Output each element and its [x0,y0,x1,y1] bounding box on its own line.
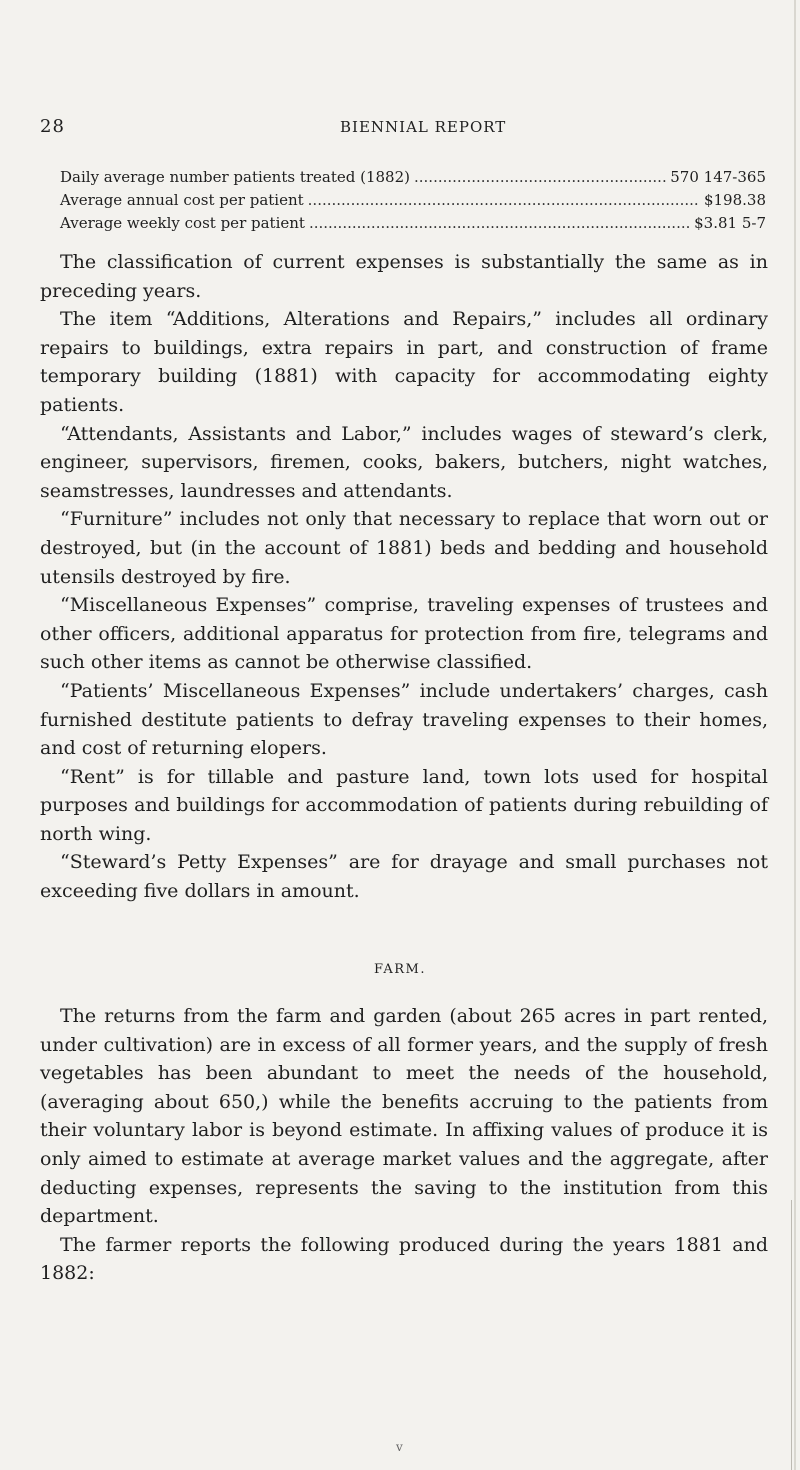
expense-classification-text [40,248,768,906]
running-head [0,116,800,140]
statistics-list [60,168,766,237]
footer-mark: v [396,1440,403,1454]
page-edge-shadow [794,0,796,1470]
dot-leader [308,191,700,209]
stat-label: Average weekly cost per patient [60,214,305,232]
paragraph: The item “Additions, Alterations and Repairs,” includes all ordinary repairs to buildings, extra repairs in part, and construction of frame temporary building (1881) with capacity for accommodating eighty patients. [40,308,768,416]
running-title: BIENNIAL REPORT [340,118,507,136]
stat-row [60,168,766,191]
dot-leader [414,168,666,186]
stat-label: Average annual cost per patient [60,191,304,209]
stat-value: 570 147-365 [670,168,766,186]
stat-row [60,214,766,237]
paragraph: The classification of current expenses is substantially the same as in preceding years. [40,251,768,302]
section-heading-farm: FARM. [373,962,426,977]
stat-row [60,191,766,214]
stat-value: $198.38 [703,191,766,209]
paragraph: “Attendants, Assistants and Labor,” includes wages of steward’s clerk, engineer, supervisors, firemen, cooks, bakers, butchers, night watches, seamstresses, laundresses and attendants. [40,422,768,502]
page-edge-line [791,1200,792,1470]
page-number: 28 [40,116,65,137]
paragraph: “Furniture” includes not only that necessary to replace that worn out or destroyed, but (in the account of 1881) beds and bedding and household utensils destroyed by fire. [40,508,768,588]
paragraph: The returns from the farm and garden (about 265 acres in part rented, under cultivation) are in excess of all former years, and the supply of fresh vegetables has been abundant to meet the needs of the household, (averaging about 650,) while the benefits accruing to the patients from their voluntary labor is beyond estimate. In affixing values of produce it is only aimed to estimate at average market values and the aggregate, after deducting expenses, represents the saving to the institution from this department. [40,1005,768,1228]
stat-value: $3.81 5-7 [694,214,766,232]
paragraph: “Patients’ Miscellaneous Expenses” include undertakers’ charges, cash furnished destitute patients to defray traveling expenses to their homes, and cost of returning elopers. [40,679,768,760]
paragraph: “Steward’s Petty Expenses” are for drayage and small purchases not exceeding five dollars in amount. [40,851,768,903]
paragraph: “Miscellaneous Expenses” comprise, traveling expenses of trustees and other officers, additional apparatus for protection from fire, telegrams and such other items as cannot be otherwise classified. [40,594,768,674]
dot-leader [309,214,690,232]
stat-label: Daily average number patients treated (1882) [60,168,410,186]
paragraph: “Rent” is for tillable and pasture land, town lots used for hospital purposes and buildings for accommodation of patients during rebuilding of north wing. [40,765,768,845]
paragraph: The farmer reports the following produced during the years 1881 and 1882: [40,1233,768,1285]
farm-section-text [40,1002,768,1288]
